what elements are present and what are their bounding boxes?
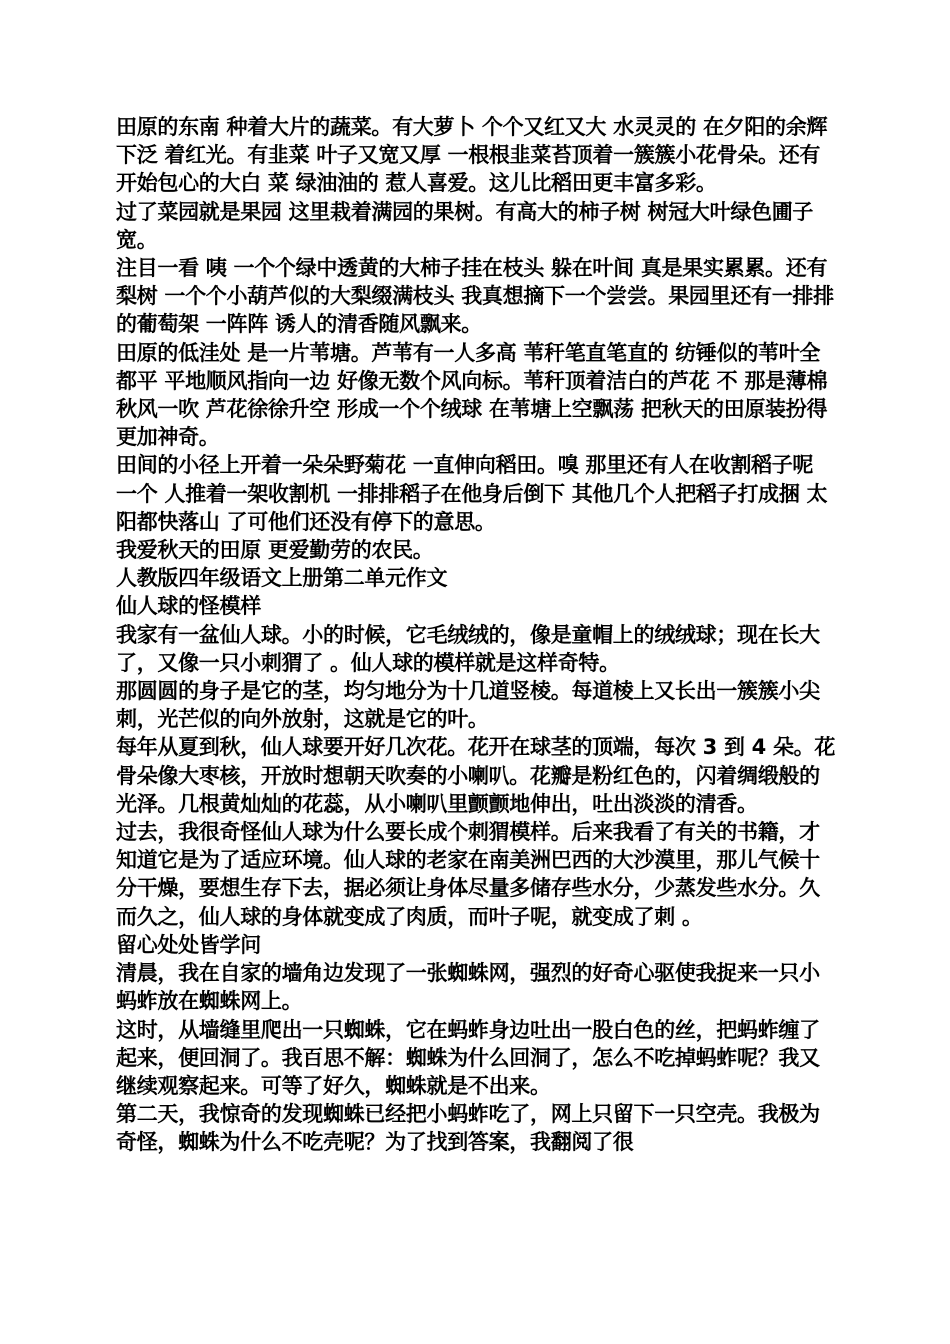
paragraph-cactus-intro: 我家有一盆仙人球。小的时候，它毛绒绒的，像是童帽上的绒绒球；现在长大了，又像一只小刺猬了 。仙人球的模样就是这样奇特。	[116, 622, 820, 675]
paragraph-spider-web: 清晨，我在自家的墙角边发现了一张蜘蛛网，强烈的好奇心驱使我捉来一只小蚂蚱放在蜘蛛网上。	[116, 961, 820, 1014]
paragraph-orchard: 过了菜园就是果园 这里栽着满园的果树。有高大的柿子树 树冠大叶绿色圃子宽。	[116, 199, 814, 252]
paragraph-field-path: 田间的小径上开着一朵朵野菊花 一直伸向稻田。嗅 那里还有人在收割稻子呢 一个 人推着一架收割机 一排排稻子在他身后倒下 其他几个人把稻子打成捆 太阳都快落山 了可他们还没有停下的意思。	[116, 453, 828, 534]
paragraph-cactus-reason: 过去，我很奇怪仙人球为什么要长成个刺猬模样。后来我看了有关的书籍，才知道它是为了适应环境。仙人球的老家在南美洲巴西的大沙漠里，那儿气候十分干燥，要想生存下去，据必须让身体尽量多储存些水分，少蒸发些水分。久而久之，仙人球的身体就变成了肉质，而叶子呢，就变成了刺 。	[116, 820, 820, 929]
paragraph-vegetable-garden: 田原的东南 种着大片的蔬菜。有大萝卜 个个又红又大 水灵灵的 在夕阳的余辉下泛 着红光。有韭菜 叶子又宽又厚 一根根韭菜苔顶着一簇簇小花骨朵。还有开始包心的大白 菜 绿油油的 惹人喜爱。这儿比稻田更丰富多彩。	[116, 115, 828, 196]
paragraph-cactus-flowers: 每年从夏到秋，仙人球要开好几次花。花开在球茎的顶端，每次 3 到 4 朵。花骨朵像大枣核，开放时想朝天吹奏的小喇叭。花瓣是粉红色的，闪着绸缎般的光泽。几根黄灿灿的花蕊，从小喇叭里颤颤地伸出，吐出淡淡的清香。	[116, 735, 836, 816]
essay-title-cactus: 仙人球的怪模样	[116, 594, 261, 619]
paragraph-persimmons: 注目一看 咦 一个个绿中透黄的大柿子挂在枝头 躲在叶间 真是果实累累。还有梨树 一个个小葫芦似的大梨缀满枝头 我真想摘下一个尝尝。果园里还有一排排的葡萄架 一阵阵 诱人的清香随风飘来。	[116, 256, 834, 337]
section-heading: 人教版四年级语文上册第二单元作文	[116, 566, 448, 591]
paragraph-closing: 我爱秋天的田原 更爱勤劳的农民。	[116, 538, 434, 563]
document-body	[116, 113, 836, 1157]
essay-title-learning: 留心处处皆学问	[116, 932, 261, 957]
paragraph-reed-pond: 田原的低洼处 是一片苇塘。芦苇有一人多高 苇秆笔直笔直的 纺锤似的苇叶全都平 平地顺风指向一边 好像无数个风向标。苇秆顶着洁白的芦花 不 那是薄棉 秋风一吹 芦花徐徐升空 形成一个个绒球 在苇塘上空飘荡 把秋天的田原装扮得更加神奇。	[116, 340, 828, 450]
paragraph-next-day: 第二天，我惊奇的发现蜘蛛已经把小蚂蚱吃了，网上只留下一只空壳。我极为奇怪，蜘蛛为什么不吃壳呢？为了找到答案，我翻阅了很	[116, 1102, 820, 1155]
paragraph-spider-wrap: 这时，从墙缝里爬出一只蜘蛛，它在蚂蚱身边吐出一股白色的丝，把蚂蚱缠了起来，便回洞了。我百思不解：蜘蛛为什么回洞了，怎么不吃掉蚂蚱呢？我又继续观察起来。可等了好久，蜘蛛就是不出来。	[116, 1017, 820, 1098]
paragraph-cactus-stem: 那圆圆的身子是它的茎，均匀地分为十几道竖棱。每道棱上又长出一簇簇小尖刺，光芒似的向外放射，这就是它的叶。	[116, 679, 820, 732]
